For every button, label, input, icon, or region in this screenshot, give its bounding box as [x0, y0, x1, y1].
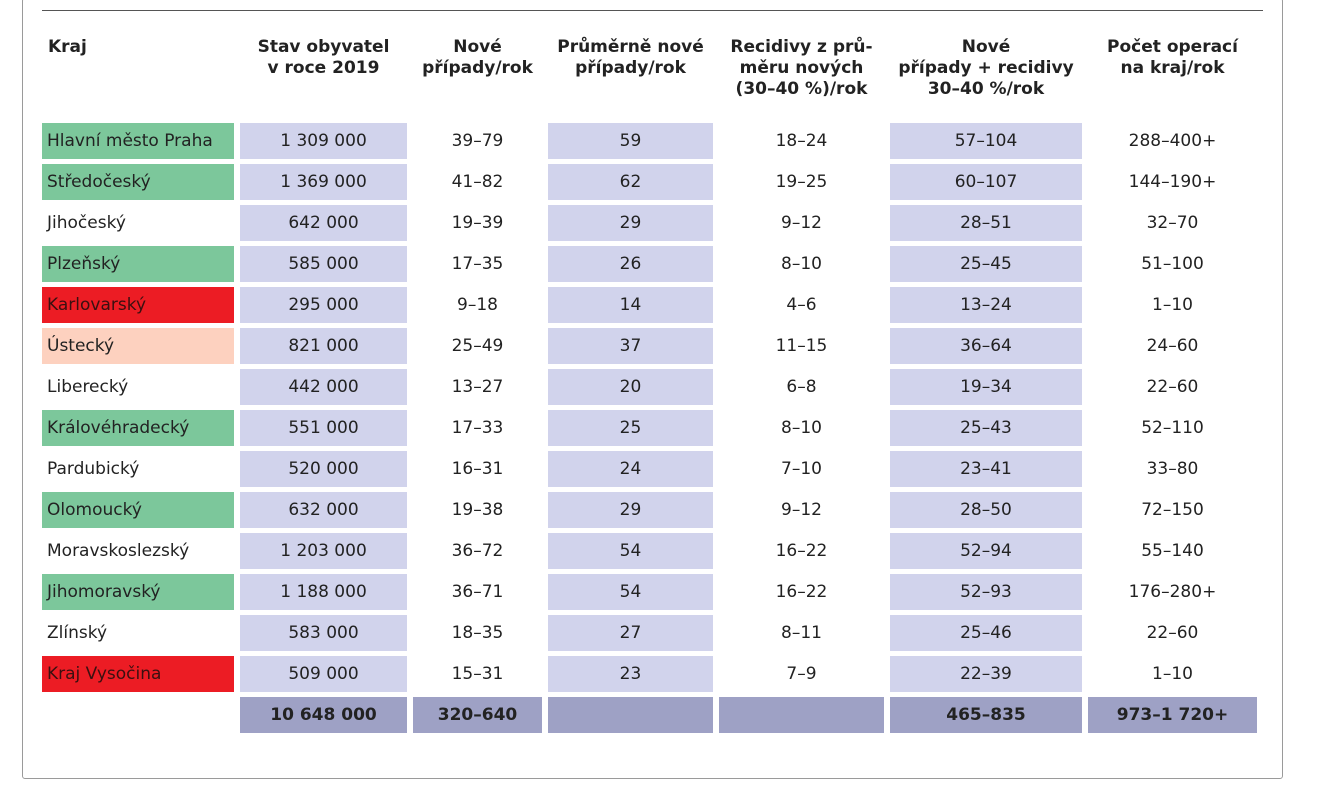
kraj-value: Plzeňský	[42, 246, 234, 282]
population-value: 520 000	[240, 451, 407, 487]
population-cell	[237, 202, 410, 243]
recurrences-value: 9–12	[781, 499, 822, 520]
new-plus-recurrences-cell	[887, 407, 1085, 448]
new-cases-cell	[410, 202, 545, 243]
kraj-cell	[40, 366, 237, 407]
new-plus-recurrences-cell	[887, 366, 1085, 407]
table-row	[40, 120, 1260, 161]
recurrences-cell	[716, 653, 887, 694]
operations-value: 24–60	[1146, 335, 1199, 356]
kraj-cell	[40, 243, 237, 284]
population-value: 1 188 000	[240, 574, 407, 610]
recurrences-cell	[716, 571, 887, 612]
new-plus-recurrences-value: 60–107	[890, 164, 1082, 200]
new-cases-cell	[410, 653, 545, 694]
new-cases-cell	[410, 366, 545, 407]
new-plus-recurrences-value: 28–50	[890, 492, 1082, 528]
avg-new-cases-value: 14	[548, 287, 713, 323]
operations-cell	[1085, 325, 1260, 366]
new-cases-cell	[410, 284, 545, 325]
table-row	[40, 448, 1260, 489]
recurrences-value	[719, 697, 884, 733]
avg-new-cases-value: 23	[548, 656, 713, 692]
population-cell	[237, 694, 410, 735]
recurrences-value: 6–8	[786, 376, 817, 397]
population-cell	[237, 489, 410, 530]
new-cases-value: 41–82	[451, 171, 504, 192]
new-plus-recurrences-value: 25–45	[890, 246, 1082, 282]
operations-cell	[1085, 694, 1260, 735]
operations-cell	[1085, 120, 1260, 161]
new-cases-cell	[410, 243, 545, 284]
population-value: 821 000	[240, 328, 407, 364]
table-row	[40, 202, 1260, 243]
new-plus-recurrences-cell	[887, 653, 1085, 694]
new-cases-cell	[410, 448, 545, 489]
operations-cell	[1085, 448, 1260, 489]
operations-value: 1–10	[1152, 663, 1193, 684]
header-recurrences: Recidivy z prů- měru nových (30–40 %)/rok	[730, 37, 873, 99]
new-plus-recurrences-value: 23–41	[890, 451, 1082, 487]
avg-new-cases-cell	[545, 407, 716, 448]
new-plus-recurrences-value: 28–51	[890, 205, 1082, 241]
table-body	[40, 120, 1260, 735]
header-new-plus-recurrences: Nové případy + recidivy 30–40 %/rok	[898, 37, 1074, 99]
kraj-value: Královéhradecký	[42, 410, 234, 446]
new-plus-recurrences-cell	[887, 448, 1085, 489]
recurrences-cell	[716, 407, 887, 448]
avg-new-cases-cell	[545, 325, 716, 366]
new-cases-value: 19–38	[451, 499, 504, 520]
population-cell	[237, 325, 410, 366]
new-plus-recurrences-value: 57–104	[890, 123, 1082, 159]
kraj-cell	[40, 202, 237, 243]
operations-value: 22–60	[1146, 376, 1199, 397]
new-plus-recurrences-value: 22–39	[890, 656, 1082, 692]
kraj-cell	[40, 325, 237, 366]
kraj-cell	[40, 448, 237, 489]
recurrences-value: 8–11	[781, 622, 822, 643]
operations-cell	[1085, 653, 1260, 694]
avg-new-cases-value: 54	[548, 533, 713, 569]
operations-cell	[1085, 571, 1260, 612]
header-avg-new-cases: Průměrně nové případy/rok	[557, 37, 704, 78]
population-cell	[237, 571, 410, 612]
new-cases-value: 39–79	[451, 130, 504, 151]
recurrences-cell	[716, 612, 887, 653]
new-plus-recurrences-value: 13–24	[890, 287, 1082, 323]
kraj-cell	[40, 612, 237, 653]
population-cell	[237, 284, 410, 325]
new-cases-cell	[410, 120, 545, 161]
new-plus-recurrences-cell	[887, 243, 1085, 284]
top-rule	[42, 10, 1263, 11]
operations-value: 33–80	[1146, 458, 1199, 479]
population-value: 632 000	[240, 492, 407, 528]
table-row	[40, 161, 1260, 202]
recurrences-value: 16–22	[775, 581, 828, 602]
new-plus-recurrences-value: 25–43	[890, 410, 1082, 446]
recurrences-cell	[716, 325, 887, 366]
recurrences-cell	[716, 448, 887, 489]
new-cases-value: 36–72	[451, 540, 504, 561]
operations-cell	[1085, 407, 1260, 448]
population-cell	[237, 366, 410, 407]
operations-value: 973–1 720+	[1088, 697, 1257, 733]
new-plus-recurrences-cell	[887, 325, 1085, 366]
totals-row	[40, 694, 1260, 735]
avg-new-cases-cell	[545, 694, 716, 735]
population-value: 583 000	[240, 615, 407, 651]
population-value: 551 000	[240, 410, 407, 446]
avg-new-cases-cell	[545, 571, 716, 612]
new-plus-recurrences-cell	[887, 120, 1085, 161]
recurrences-value: 7–9	[786, 663, 817, 684]
new-plus-recurrences-cell	[887, 489, 1085, 530]
operations-value: 1–10	[1152, 294, 1193, 315]
kraj-value: Olomoucký	[42, 492, 234, 528]
new-cases-cell	[410, 571, 545, 612]
new-cases-value: 16–31	[451, 458, 504, 479]
avg-new-cases-value: 25	[548, 410, 713, 446]
header-population: Stav obyvatel v roce 2019	[257, 37, 390, 78]
new-plus-recurrences-cell	[887, 694, 1085, 735]
avg-new-cases-value: 20	[548, 369, 713, 405]
avg-new-cases-cell	[545, 448, 716, 489]
recurrences-value: 8–10	[781, 253, 822, 274]
new-cases-cell	[410, 407, 545, 448]
avg-new-cases-cell	[545, 202, 716, 243]
header-new-cases: Nové případy/rok	[422, 37, 533, 78]
kraj-value: Středočeský	[42, 164, 234, 200]
new-plus-recurrences-cell	[887, 202, 1085, 243]
recurrences-value: 9–12	[781, 212, 822, 233]
kraj-cell	[40, 161, 237, 202]
population-cell	[237, 161, 410, 202]
new-cases-cell	[410, 694, 545, 735]
recurrences-value: 11–15	[775, 335, 828, 356]
avg-new-cases-cell	[545, 284, 716, 325]
population-cell	[237, 530, 410, 571]
new-cases-cell	[410, 325, 545, 366]
operations-cell	[1085, 366, 1260, 407]
new-cases-cell	[410, 530, 545, 571]
population-value: 295 000	[240, 287, 407, 323]
recurrences-cell	[716, 120, 887, 161]
kraj-value: Zlínský	[47, 622, 108, 643]
kraj-value: Karlovarský	[42, 287, 234, 323]
population-value: 1 203 000	[240, 533, 407, 569]
operations-cell	[1085, 612, 1260, 653]
kraj-cell	[40, 284, 237, 325]
avg-new-cases-cell	[545, 161, 716, 202]
avg-new-cases-value: 62	[548, 164, 713, 200]
operations-cell	[1085, 489, 1260, 530]
population-cell	[237, 653, 410, 694]
operations-cell	[1085, 284, 1260, 325]
population-cell	[237, 120, 410, 161]
kraj-cell	[40, 653, 237, 694]
new-plus-recurrences-cell	[887, 161, 1085, 202]
population-cell	[237, 612, 410, 653]
new-cases-value: 19–39	[451, 212, 504, 233]
operations-value: 22–60	[1146, 622, 1199, 643]
kraj-value: Kraj Vysočina	[42, 656, 234, 692]
recurrences-value: 7–10	[781, 458, 822, 479]
new-cases-value: 320–640	[413, 697, 542, 733]
recurrences-cell	[716, 489, 887, 530]
recurrences-cell	[716, 530, 887, 571]
new-plus-recurrences-cell	[887, 530, 1085, 571]
new-cases-cell	[410, 489, 545, 530]
operations-value: 176–280+	[1128, 581, 1217, 602]
kraj-cell	[40, 407, 237, 448]
recurrences-cell	[716, 694, 887, 735]
table-row	[40, 284, 1260, 325]
table-row	[40, 366, 1260, 407]
population-value: 1 309 000	[240, 123, 407, 159]
table-row	[40, 325, 1260, 366]
new-plus-recurrences-value: 52–93	[890, 574, 1082, 610]
recurrences-cell	[716, 161, 887, 202]
new-cases-value: 25–49	[451, 335, 504, 356]
population-value: 10 648 000	[240, 697, 407, 733]
kraj-value: Jihočeský	[47, 212, 126, 233]
avg-new-cases-cell	[545, 612, 716, 653]
new-plus-recurrences-cell	[887, 571, 1085, 612]
operations-value: 144–190+	[1128, 171, 1217, 192]
avg-new-cases-value: 24	[548, 451, 713, 487]
population-value: 585 000	[240, 246, 407, 282]
recurrences-cell	[716, 284, 887, 325]
operations-value: 51–100	[1141, 253, 1204, 274]
recurrences-value: 4–6	[786, 294, 817, 315]
avg-new-cases-value	[548, 697, 713, 733]
recurrences-cell	[716, 366, 887, 407]
operations-cell	[1085, 161, 1260, 202]
recurrences-value: 16–22	[775, 540, 828, 561]
population-value: 642 000	[240, 205, 407, 241]
kraj-value	[42, 697, 234, 733]
new-plus-recurrences-cell	[887, 612, 1085, 653]
recurrences-value: 19–25	[775, 171, 828, 192]
data-table	[40, 37, 1260, 735]
kraj-cell	[40, 694, 237, 735]
header-kraj: Kraj	[48, 37, 87, 57]
avg-new-cases-cell	[545, 243, 716, 284]
table-row	[40, 489, 1260, 530]
recurrences-value: 18–24	[775, 130, 828, 151]
table-row	[40, 571, 1260, 612]
avg-new-cases-cell	[545, 530, 716, 571]
population-cell	[237, 243, 410, 284]
avg-new-cases-value: 59	[548, 123, 713, 159]
new-plus-recurrences-value: 36–64	[890, 328, 1082, 364]
header-operations: Počet operací na kraj/rok	[1107, 37, 1238, 78]
population-cell	[237, 407, 410, 448]
operations-cell	[1085, 530, 1260, 571]
avg-new-cases-cell	[545, 366, 716, 407]
new-plus-recurrences-cell	[887, 284, 1085, 325]
operations-value: 288–400+	[1128, 130, 1217, 151]
operations-value: 72–150	[1141, 499, 1204, 520]
new-cases-value: 9–18	[457, 294, 498, 315]
operations-value: 55–140	[1141, 540, 1204, 561]
table-row	[40, 653, 1260, 694]
avg-new-cases-cell	[545, 653, 716, 694]
new-cases-cell	[410, 612, 545, 653]
new-plus-recurrences-value: 465–835	[890, 697, 1082, 733]
new-cases-value: 13–27	[451, 376, 504, 397]
avg-new-cases-value: 29	[548, 205, 713, 241]
new-cases-value: 17–35	[451, 253, 504, 274]
table-row	[40, 530, 1260, 571]
kraj-value: Moravskoslezský	[47, 540, 190, 561]
operations-value: 52–110	[1141, 417, 1204, 438]
new-plus-recurrences-value: 52–94	[890, 533, 1082, 569]
recurrences-value: 8–10	[781, 417, 822, 438]
avg-new-cases-value: 27	[548, 615, 713, 651]
new-cases-cell	[410, 161, 545, 202]
population-value: 442 000	[240, 369, 407, 405]
table-row	[40, 407, 1260, 448]
operations-cell	[1085, 202, 1260, 243]
kraj-cell	[40, 571, 237, 612]
operations-value: 32–70	[1146, 212, 1199, 233]
new-cases-value: 36–71	[451, 581, 504, 602]
avg-new-cases-value: 54	[548, 574, 713, 610]
kraj-value: Pardubický	[47, 458, 140, 479]
kraj-value: Jihomoravský	[42, 574, 234, 610]
avg-new-cases-cell	[545, 489, 716, 530]
population-cell	[237, 448, 410, 489]
operations-cell	[1085, 243, 1260, 284]
kraj-value: Hlavní město Praha	[42, 123, 234, 159]
new-plus-recurrences-value: 19–34	[890, 369, 1082, 405]
kraj-value: Ústecký	[42, 328, 234, 364]
header-row	[40, 37, 1260, 120]
population-value: 1 369 000	[240, 164, 407, 200]
recurrences-cell	[716, 202, 887, 243]
kraj-cell	[40, 530, 237, 571]
table-row	[40, 243, 1260, 284]
avg-new-cases-value: 37	[548, 328, 713, 364]
kraj-cell	[40, 120, 237, 161]
avg-new-cases-value: 26	[548, 246, 713, 282]
new-cases-value: 18–35	[451, 622, 504, 643]
table-row	[40, 612, 1260, 653]
avg-new-cases-cell	[545, 120, 716, 161]
kraj-value: Liberecký	[47, 376, 129, 397]
kraj-cell	[40, 489, 237, 530]
new-cases-value: 15–31	[451, 663, 504, 684]
avg-new-cases-value: 29	[548, 492, 713, 528]
new-cases-value: 17–33	[451, 417, 504, 438]
population-value: 509 000	[240, 656, 407, 692]
new-plus-recurrences-value: 25–46	[890, 615, 1082, 651]
recurrences-cell	[716, 243, 887, 284]
